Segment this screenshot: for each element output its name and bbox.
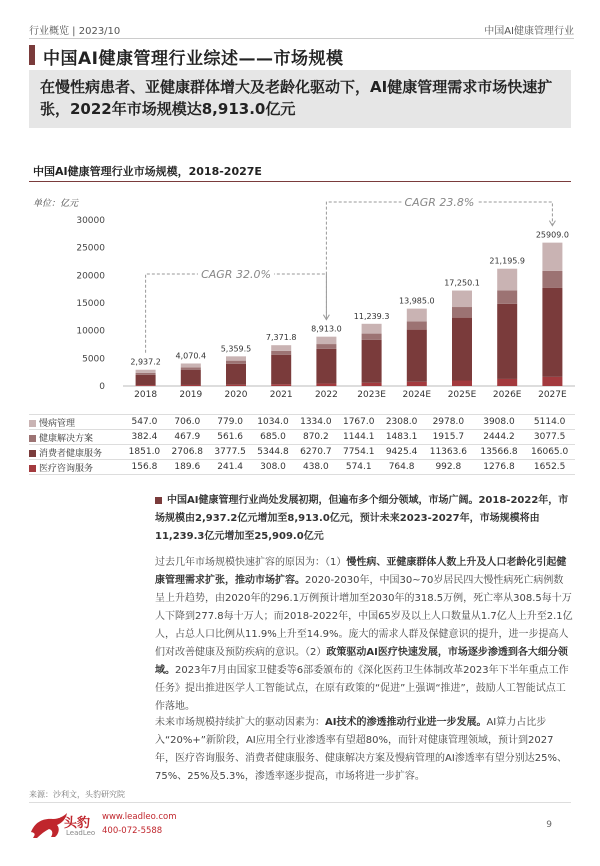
- table-cell: 438.0: [294, 460, 337, 475]
- chart-title-divider: [29, 181, 571, 182]
- x-tick-label: 2023E: [357, 390, 386, 400]
- table-row-label: [29, 430, 123, 445]
- para2-bold: AI技术的渗透推动行业进一步发展。: [325, 717, 487, 728]
- bar-segment: [407, 330, 427, 382]
- bar-segment: [452, 307, 472, 318]
- page-number: 9: [546, 820, 552, 830]
- leopard-logo-icon: [29, 810, 69, 840]
- bar-segment: [316, 384, 336, 386]
- x-tick-label: 2024E: [402, 390, 432, 400]
- table-cell: 16065.0: [524, 445, 575, 460]
- table-cell: 1334.0: [294, 415, 337, 430]
- cagr-label: CAGR 32.0%: [201, 268, 271, 281]
- table-cell: 3777.5: [209, 445, 252, 460]
- bar-segment: [181, 363, 201, 367]
- x-tick-label: 2025E: [447, 390, 477, 400]
- bar-segment: [362, 383, 382, 386]
- table-cell: 11363.6: [423, 445, 474, 460]
- table-row: [29, 445, 575, 460]
- bar-segment: [542, 271, 562, 288]
- legend-swatch: [29, 420, 36, 427]
- phone-number: 400-072-5588: [102, 826, 163, 836]
- table-cell: 2706.8: [166, 445, 209, 460]
- cagr-arrow-icon: [549, 221, 555, 226]
- bar-segment: [542, 288, 562, 377]
- paragraph-drivers-future: [155, 714, 573, 786]
- bar-segment: [497, 269, 517, 291]
- para2-body: AI算力占比步入“20%+”新阶段，AI应用全行业渗透率有望超80%，而针对健康管理领域，预计到2027年，医疗咨询服务、消费者健康服务、健康解决方案及慢病管理的AI渗透率有望分别达25%、75%、25%及5.3%，渗透率逐步提高，市场将进一步扩容。: [155, 717, 568, 782]
- x-tick-label: 2022: [314, 390, 338, 400]
- bar-segment: [316, 349, 336, 384]
- key-point-text: 中国AI健康管理行业尚处发展初期，但遍布多个细分领域，市场广阔。2018-2022年，市场规模由2,937.2亿元增加至8,913.0亿元，预计未来2023-2027年，市场规模将由11,239.3亿元增加至25,909.0亿元: [155, 492, 573, 546]
- table-cell: 779.0: [209, 415, 252, 430]
- y-tick-label: 20000: [76, 271, 105, 282]
- bar-segment: [407, 309, 427, 322]
- bar-segment: [542, 243, 562, 271]
- para1-bold-1: 慢性病、亚健康群体人数上升及人口老龄化引起健康管理需求扩张，推动市场扩容。: [155, 557, 567, 586]
- bar-segment: [271, 384, 291, 386]
- table-cell: 992.8: [423, 460, 474, 475]
- table-cell: 3908.0: [474, 415, 525, 430]
- bar-segment: [181, 370, 201, 385]
- table-cell: 9425.4: [380, 445, 423, 460]
- bar-segment: [271, 345, 291, 351]
- page-title-block: [29, 44, 575, 69]
- x-tick-label: 2019: [179, 390, 203, 400]
- chart-title: 中国AI健康管理行业市场规模，2018-2027E: [33, 165, 262, 178]
- bar-segment: [226, 364, 246, 385]
- bar-segment: [452, 318, 472, 381]
- bar-segment: [362, 340, 382, 383]
- legend-swatch: [29, 465, 36, 472]
- legend-label: 医疗咨询服务: [39, 463, 94, 474]
- page-subtitle: 在慢性病患者、亚健康群体增大及老龄化驱动下，AI健康管理需求市场快速扩张，2022年市场规模达8,913.0亿元: [40, 78, 553, 118]
- table-cell: 13566.8: [474, 445, 525, 460]
- x-tick-label: 2021: [269, 390, 293, 400]
- total-data-label: 25909.0: [535, 230, 569, 240]
- table-row-label: [29, 445, 123, 460]
- key-point-box: [155, 492, 573, 546]
- bar-segment: [181, 367, 201, 370]
- total-data-label: 21,195.9: [489, 256, 526, 266]
- table-cell: 189.6: [166, 460, 209, 475]
- table-cell: 2308.0: [380, 415, 423, 430]
- table-cell: 1915.7: [423, 430, 474, 445]
- table-cell: 3077.5: [524, 430, 575, 445]
- x-tick-label: 2018: [134, 390, 158, 400]
- table-cell: 382.4: [123, 430, 166, 445]
- bar-segment: [181, 385, 201, 386]
- table-row-label: [29, 460, 123, 475]
- y-tick-label: 0: [99, 382, 105, 392]
- total-data-label: 7,371.8: [265, 333, 297, 343]
- total-data-label: 8,913.0: [311, 324, 342, 334]
- cagr-label: CAGR 23.8%: [404, 196, 475, 209]
- bar-segment: [226, 356, 246, 360]
- total-data-label: 17,250.1: [444, 278, 480, 288]
- table-cell: 6270.7: [294, 445, 337, 460]
- table-row-label: [29, 415, 123, 430]
- table-cell: 1276.8: [474, 460, 525, 475]
- y-tick-label: 25000: [76, 243, 105, 254]
- bar-segment: [362, 334, 382, 340]
- table-cell: 574.1: [337, 460, 380, 475]
- y-tick-label: 15000: [76, 299, 105, 309]
- bar-segment: [542, 377, 562, 386]
- table-cell: 1034.0: [252, 415, 295, 430]
- table-cell: 2978.0: [423, 415, 474, 430]
- total-data-label: 13,985.0: [398, 296, 435, 306]
- legend-label: 消费者健康服务: [39, 448, 103, 459]
- header-report-name: 中国AI健康管理行业: [484, 26, 574, 37]
- table-cell: 5344.8: [252, 445, 295, 460]
- table-cell: 1483.1: [380, 430, 423, 445]
- x-tick-label: 2020: [224, 390, 248, 400]
- bar-segment: [226, 385, 246, 386]
- x-tick-label: 2027E: [538, 390, 567, 400]
- table-cell: 1652.5: [524, 460, 575, 475]
- data-table: [29, 414, 575, 475]
- table-cell: 1144.1: [337, 430, 380, 445]
- brand-name: 头豹: [64, 816, 91, 831]
- table-cell: 2444.2: [474, 430, 525, 445]
- table-cell: 467.9: [166, 430, 209, 445]
- legend-label: 健康解决方案: [39, 433, 94, 444]
- bar-segment: [497, 304, 517, 379]
- table-cell: 547.0: [123, 415, 166, 430]
- para1-intro: 过去几年市场规模快速扩容的原因为：（1）: [155, 557, 347, 568]
- table-cell: 706.0: [166, 415, 209, 430]
- website-link[interactable]: www.leadleo.com: [102, 812, 177, 822]
- footer-divider: [29, 802, 571, 803]
- page-title: 中国AI健康管理行业综述——市场规模: [43, 49, 344, 69]
- total-data-label: 5,359.5: [220, 344, 252, 354]
- bar-segment: [407, 321, 427, 329]
- bar-segment: [226, 361, 246, 364]
- legend-label: 慢病管理: [39, 418, 76, 429]
- table-cell: 156.8: [123, 460, 166, 475]
- source-note: 来源：沙利文，头豹研究院: [29, 790, 125, 799]
- bar-segment: [316, 337, 336, 344]
- table-cell: 241.4: [209, 460, 252, 475]
- header-divider: [29, 38, 574, 39]
- bar-segment: [271, 351, 291, 355]
- total-data-label: 11,239.3: [353, 311, 390, 321]
- brand-sub: LeadLeo: [66, 829, 96, 837]
- table-cell: 7754.1: [337, 445, 380, 460]
- header-breadcrumb: 行业概览 | 2023/10: [29, 26, 121, 37]
- bar-segment: [407, 382, 427, 386]
- bar-segment: [497, 290, 517, 304]
- market-size-chart: [29, 186, 575, 412]
- paragraph-drivers-past: [155, 554, 573, 716]
- para1-bold-2: 政策驱动AI医疗快速发展，市场逐步渗透到各大细分领域。: [155, 647, 568, 676]
- y-tick-label: 10000: [76, 326, 105, 337]
- table-row: [29, 460, 575, 475]
- subtitle-box: [29, 70, 571, 128]
- para2-intro: 未来市场规模持续扩大的驱动因素为：: [155, 717, 325, 728]
- table-cell: 5114.0: [524, 415, 575, 430]
- table-row: [29, 430, 575, 445]
- legend-swatch: [29, 435, 36, 442]
- y-axis-unit-label: 单位：亿元: [33, 199, 79, 209]
- table-cell: 561.6: [209, 430, 252, 445]
- bar-segment: [452, 291, 472, 307]
- table-cell: 308.0: [252, 460, 295, 475]
- table-row: [29, 415, 575, 430]
- table-cell: 685.0: [252, 430, 295, 445]
- bar-segment: [271, 355, 291, 385]
- bar-segment: [136, 370, 156, 373]
- bar-segment: [136, 375, 156, 385]
- bar-segment: [316, 344, 336, 349]
- bar-segment: [136, 373, 156, 375]
- y-tick-label: 5000: [82, 354, 105, 365]
- cagr-bracket: [146, 274, 327, 353]
- x-tick-label: 2026E: [492, 390, 522, 400]
- para1-body-2: 2023年7月由国家卫健委等6部委颁布的《深化医药卫生体制改革2023年下半年重点工作任务》提出推进医学人工智能试点，在原有政策的“促进”上强调“推进”，鼓励人工智能试点工作落地。: [155, 665, 569, 712]
- legend-swatch: [29, 450, 36, 457]
- total-data-label: 4,070.4: [175, 351, 207, 361]
- bar-segment: [452, 381, 472, 386]
- bar-segment: [497, 379, 517, 386]
- bar-segment: [136, 385, 156, 386]
- title-accent-bar: [29, 45, 35, 65]
- para1-body-1: 2020-2030年，中国30~70岁居民四大慢性病死亡病例数呈上升趋势，由2020年的296.1万例预计增加至2030年的318.5万例，死亡率从308.5每十万人下降到277.8每十万人；而2018-2022年，中国65岁及以上人口数量从1.7亿人上升至2.1亿人，占总人口比例从11.9%上升至14.9%。庞大的需求人群及保健意识的提升，进一步提高人们对改善健康及预防疾病的意识。（2）: [155, 575, 573, 658]
- table-cell: 764.8: [380, 460, 423, 475]
- bar-segment: [362, 324, 382, 334]
- table-cell: 1767.0: [337, 415, 380, 430]
- table-cell: 1851.0: [123, 445, 166, 460]
- y-tick-label: 30000: [76, 216, 105, 226]
- table-cell: 870.2: [294, 430, 337, 445]
- total-data-label: 2,937.2: [130, 357, 161, 367]
